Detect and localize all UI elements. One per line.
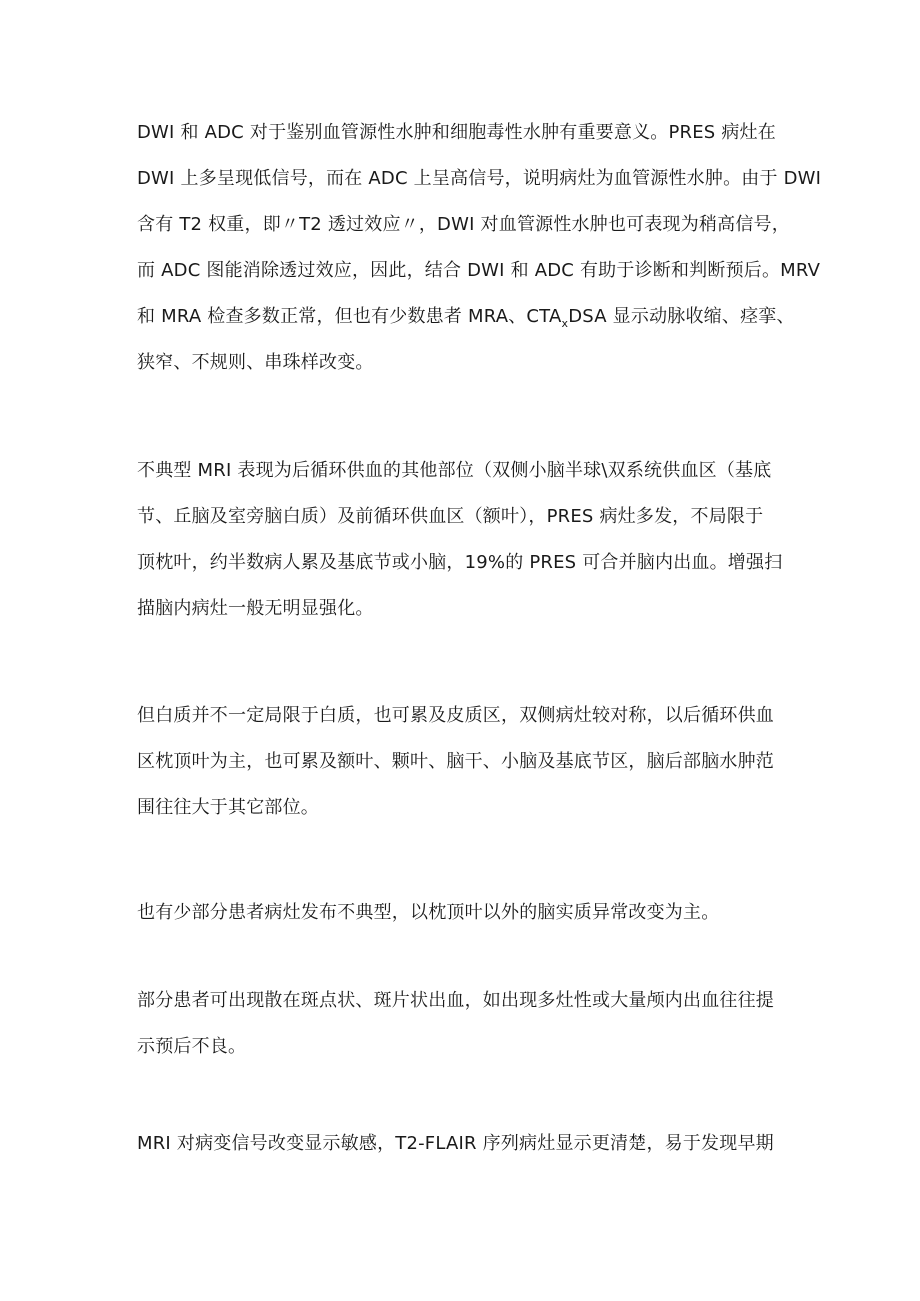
text-line: DWI 上多呈现低信号，而在 ADC 上呈高信号，说明病灶为血管源性水肿。由于 DWI: [137, 168, 822, 189]
paragraph-atypical-mri: [137, 448, 817, 632]
text-fragment: 和 MRA 检查多数正常，但也有少数患者 MRA、CTA: [137, 306, 562, 327]
text-line: DWI 和 ADC 对于鉴别血管源性水肿和细胞毒性水肿有重要意义。PRES 病灶在: [137, 122, 776, 143]
text-line: [137, 294, 817, 340]
paragraph-hemorrhage: [137, 978, 817, 1070]
text-line: 围往往大于其它部位。: [137, 797, 319, 818]
subscript-text: x: [561, 317, 569, 330]
paragraph-atypical-distribution: [137, 890, 817, 936]
text-line: 但白质并不一定局限于白质，也可累及皮质区，双侧病灶较对称，以后循环供血: [137, 705, 774, 726]
text-line: 区枕顶叶为主，也可累及额叶、颗叶、脑干、小脑及基底节区，脑后部脑水肿范: [137, 751, 774, 772]
text-line: 而 ADC 图能消除透过效应，因此，结合 DWI 和 ADC 有助于诊断和判断预后。MRV: [137, 260, 821, 281]
text-line: 也有少部分患者病灶发布不典型，以枕顶叶以外的脑实质异常改变为主。: [137, 902, 720, 923]
paragraph-white-matter: [137, 693, 817, 831]
text-line: 不典型 MRI 表现为后循环供血的其他部位（双侧小脑半球\双系统供血区（基底: [137, 460, 772, 481]
text-fragment: DSA 显示动脉收缩、痉挛、: [568, 306, 795, 327]
text-line: MRI 对病变信号改变显示敏感，T2-FLAIR 序列病灶显示更清楚，易于发现早期: [137, 1133, 774, 1154]
text-line: 示预后不良。: [137, 1036, 247, 1057]
text-line: 顶枕叶，约半数病人累及基底节或小脑，19%的 PRES 可合并脑内出血。增强扫: [137, 552, 783, 573]
text-line: 狭窄、不规则、串珠样改变。: [137, 352, 374, 373]
text-line: 部分患者可出现散在斑点状、斑片状出血，如出现多灶性或大量颅内出血往往提: [137, 990, 774, 1011]
text-line: 含有 T2 权重，即〃T2 透过效应〃，DWI 对血管源性水肿也可表现为稍高信号，: [137, 214, 790, 235]
paragraph-mri-sensitivity: [137, 1121, 817, 1167]
paragraph-dwi-adc: [137, 110, 822, 386]
text-line: 描脑内病灶一般无明显强化。: [137, 598, 374, 619]
text-line: 节、丘脑及室旁脑白质）及前循环供血区（额叶），PRES 病灶多发，不局限于: [137, 506, 764, 527]
